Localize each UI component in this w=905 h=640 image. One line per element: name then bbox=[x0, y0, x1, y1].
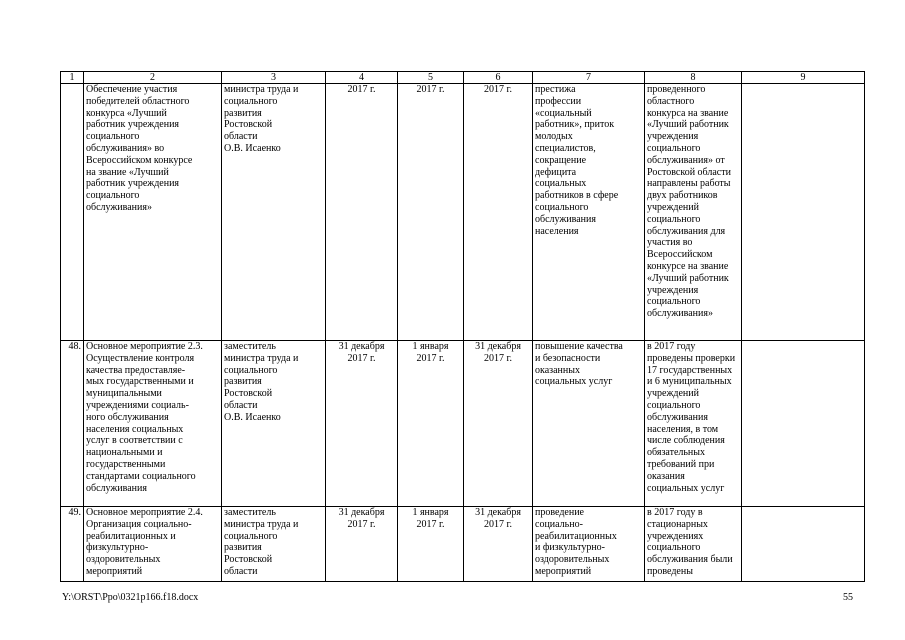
responsible-cell: министра труда и социального развития Ростовской области О.В. Исаенко bbox=[222, 84, 326, 341]
column-header: 5 bbox=[398, 72, 464, 84]
footer-file-path: Y:\ORST\Ppo\0321p166.f18.docx bbox=[62, 592, 199, 603]
table-row bbox=[61, 507, 865, 582]
column-header: 4 bbox=[326, 72, 398, 84]
column-header: 9 bbox=[742, 72, 865, 84]
row-number-cell: 49. bbox=[61, 507, 84, 582]
page-number: 55 bbox=[843, 592, 853, 603]
column-header: 3 bbox=[222, 72, 326, 84]
row-number-cell: 48. bbox=[61, 341, 84, 507]
document-table bbox=[60, 71, 865, 582]
expected-result-cell: проведение социально- реабилитационных и физкультурно- оздоровительных мероприятий bbox=[533, 507, 645, 582]
column-header: 1 bbox=[61, 72, 84, 84]
end-date-cell: 31 декабря 2017 г. bbox=[464, 507, 533, 582]
column-header: 6 bbox=[464, 72, 533, 84]
activity-cell: Основное мероприятие 2.3. Осуществление контроля качества предоставляе- мых государственными и муниципальными учреждениями социаль- ного обслуживания населения социальных услуг в соответствии с национальными и государственными стандартами социального обслуживания bbox=[84, 341, 222, 507]
table-row bbox=[61, 341, 865, 507]
planned-date-cell: 31 декабря 2017 г. bbox=[326, 341, 398, 507]
activity-cell: Основное мероприятие 2.4. Организация социально- реабилитационных и физкультурно- оздоровительных мероприятий bbox=[84, 507, 222, 582]
planned-date-cell: 31 декабря 2017 г. bbox=[326, 507, 398, 582]
header-row bbox=[61, 72, 865, 84]
end-date-cell: 31 декабря 2017 г. bbox=[464, 341, 533, 507]
notes-cell bbox=[742, 507, 865, 582]
planned-date-cell: 2017 г. bbox=[326, 84, 398, 341]
start-date-cell: 2017 г. bbox=[398, 84, 464, 341]
activity-cell: Обеспечение участия победителей областного конкурса «Лучший работник учреждения социального обслуживания» во Всероссийском конкурсе на звание «Лучший работник учреждения социального обслуживания» bbox=[84, 84, 222, 341]
actual-result-cell: в 2017 году в стационарных учреждениях социального обслуживания были проведены bbox=[645, 507, 742, 582]
actual-result-cell: проведенного областного конкурса на звание «Лучший работник учреждения социального обслуживания» от Ростовской области направлены работы двух работников учреждений социального обслуживания для участия во Всероссийском конкурсе на звание «Лучший работник учреждения социального обслуживания» bbox=[645, 84, 742, 341]
expected-result-cell: престижа профессии «социальный работник», приток молодых специалистов, сокращение дефицита социальных работников в сфере социального обслуживания населения bbox=[533, 84, 645, 341]
start-date-cell: 1 января 2017 г. bbox=[398, 341, 464, 507]
responsible-cell: заместитель министра труда и социального развития Ростовской области bbox=[222, 507, 326, 582]
expected-result-cell: повышение качества и безопасности оказанных социальных услуг bbox=[533, 341, 645, 507]
notes-cell bbox=[742, 341, 865, 507]
column-header: 7 bbox=[533, 72, 645, 84]
actual-result-cell: в 2017 году проведены проверки 17 государственных и 6 муниципальных учреждений социального обслуживания населения, в том числе соблюдения обязательных требований при оказания социальных услуг bbox=[645, 341, 742, 507]
table-row bbox=[61, 84, 865, 341]
column-header: 2 bbox=[84, 72, 222, 84]
column-header: 8 bbox=[645, 72, 742, 84]
notes-cell bbox=[742, 84, 865, 341]
row-number-cell bbox=[61, 84, 84, 341]
end-date-cell: 2017 г. bbox=[464, 84, 533, 341]
responsible-cell: заместитель министра труда и социального развития Ростовской области О.В. Исаенко bbox=[222, 341, 326, 507]
start-date-cell: 1 января 2017 г. bbox=[398, 507, 464, 582]
